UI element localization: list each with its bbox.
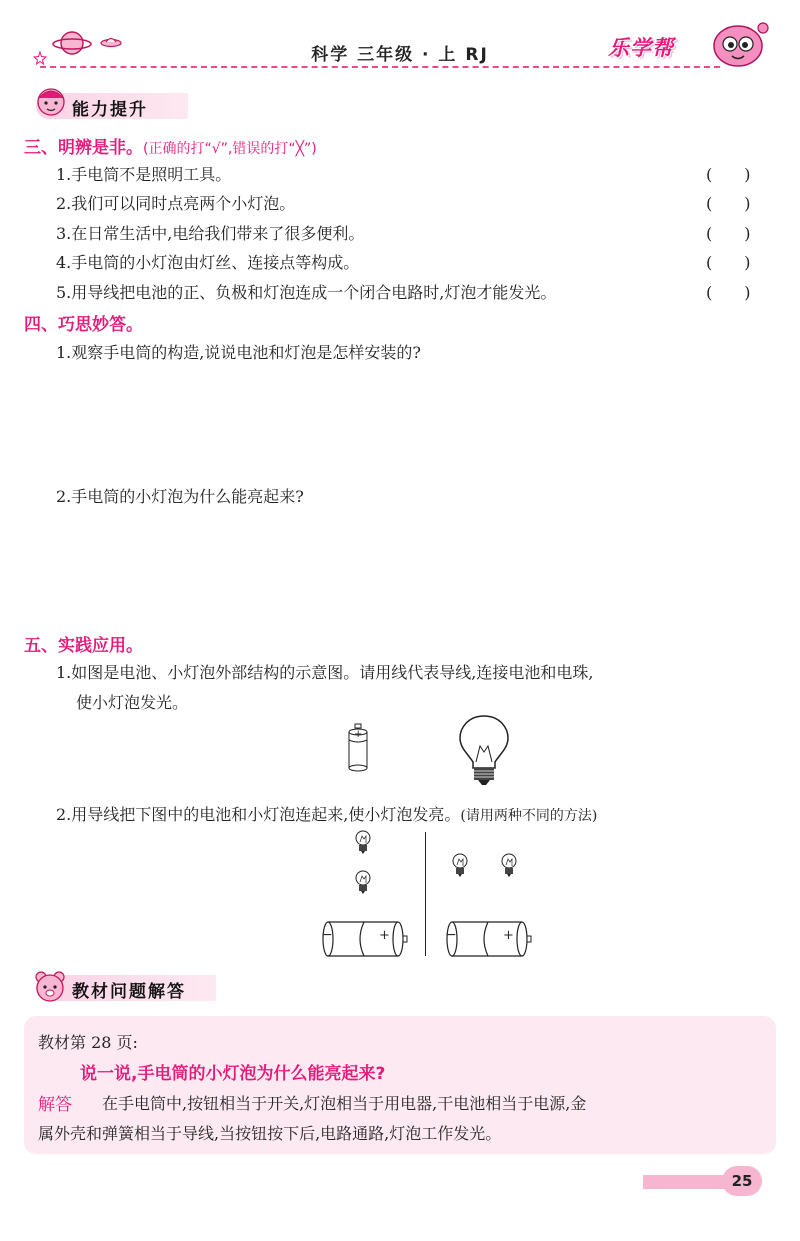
battery-2-minus: −: [445, 927, 457, 943]
q5-item-2-note: (请用两种不同的方法): [460, 808, 598, 824]
girl-icon: [34, 84, 68, 120]
textbook-page-ref: 教材第 28 页:: [38, 1033, 138, 1052]
light-bulb-small-icon: [354, 830, 372, 858]
figure-divider: [425, 832, 426, 956]
mascot-icon: [700, 18, 772, 72]
bear-icon: [32, 968, 68, 1004]
header-divider: [40, 66, 720, 68]
textbook-question: 说一说,手电筒的小灯泡为什么能亮起来?: [80, 1064, 386, 1084]
answer-label: 解答: [38, 1095, 72, 1115]
q4-item-2: 2.手电筒的小灯泡为什么能亮起来?: [56, 487, 304, 506]
q5-item-1-line1: 1.如图是电池、小灯泡外部结构的示意图。请用线代表导线,连接电池和电珠,: [56, 663, 594, 682]
answer-line-2: 属外壳和弹簧相当于导线,当按钮按下后,电路通路,灯泡工作发光。: [38, 1124, 502, 1143]
q5-item-2: [56, 802, 597, 825]
header-title: 科学 三年级 · 上 RJ: [311, 45, 489, 65]
q3-note: (正确的打“√”,错误的打“╳”): [143, 141, 317, 157]
brand-logo: 乐学帮: [608, 36, 674, 60]
light-bulb-small-icon: [451, 853, 469, 881]
q3-item-1: 1.手电筒不是照明工具。: [56, 165, 232, 184]
page-number: 25: [722, 1166, 762, 1196]
q4-heading: 四、巧思妙答。: [24, 315, 143, 335]
q3-answer-2[interactable]: ( ): [706, 194, 751, 213]
light-bulb-small-icon: [354, 870, 372, 898]
q3-answer-4[interactable]: ( ): [706, 253, 751, 272]
battery-1-minus: −: [321, 927, 333, 943]
q3-item-3: 3.在日常生活中,电给我们带来了很多便利。: [56, 224, 365, 243]
q3-answer-1[interactable]: ( ): [706, 165, 751, 184]
q4-item-1: 1.观察手电筒的构造,说说电池和灯泡是怎样安装的?: [56, 343, 421, 362]
battery-2-plus: +: [503, 928, 514, 943]
q5-item-1-line2: 使小灯泡发光。: [76, 693, 189, 712]
ability-badge-label: 能力提升: [72, 100, 148, 120]
q3-item-5: 5.用导线把电池的正、负极和灯泡连成一个闭合电路时,灯泡才能发光。: [56, 283, 557, 302]
q3-heading-text: 三、明辨是非。: [24, 138, 143, 158]
q4-answer-area-1[interactable]: [56, 370, 776, 470]
q3-answer-5[interactable]: ( ): [706, 283, 751, 302]
battery-vertical-plus: +: [354, 729, 363, 740]
q3-answer-3[interactable]: ( ): [706, 224, 751, 243]
battery-1-plus: +: [379, 928, 390, 943]
answer-line-1: 在手电筒中,按钮相当于开关,灯泡相当于用电器,干电池相当于电源,金: [102, 1094, 587, 1113]
q3-item-2: 2.我们可以同时点亮两个小灯泡。: [56, 194, 296, 213]
q5-heading: 五、实践应用。: [24, 636, 143, 656]
textbook-badge-label: 教材问题解答: [72, 982, 186, 1002]
q5-item-2-text: 2.用导线把下图中的电池和小灯泡连起来,使小灯泡发亮。: [56, 805, 461, 824]
q3-heading: [24, 133, 317, 158]
light-bulb-large-icon: [456, 712, 512, 788]
q4-answer-area-2[interactable]: [56, 514, 776, 624]
q3-item-4: 4.手电筒的小灯泡由灯丝、连接点等构成。: [56, 253, 360, 272]
light-bulb-small-icon: [500, 853, 518, 881]
